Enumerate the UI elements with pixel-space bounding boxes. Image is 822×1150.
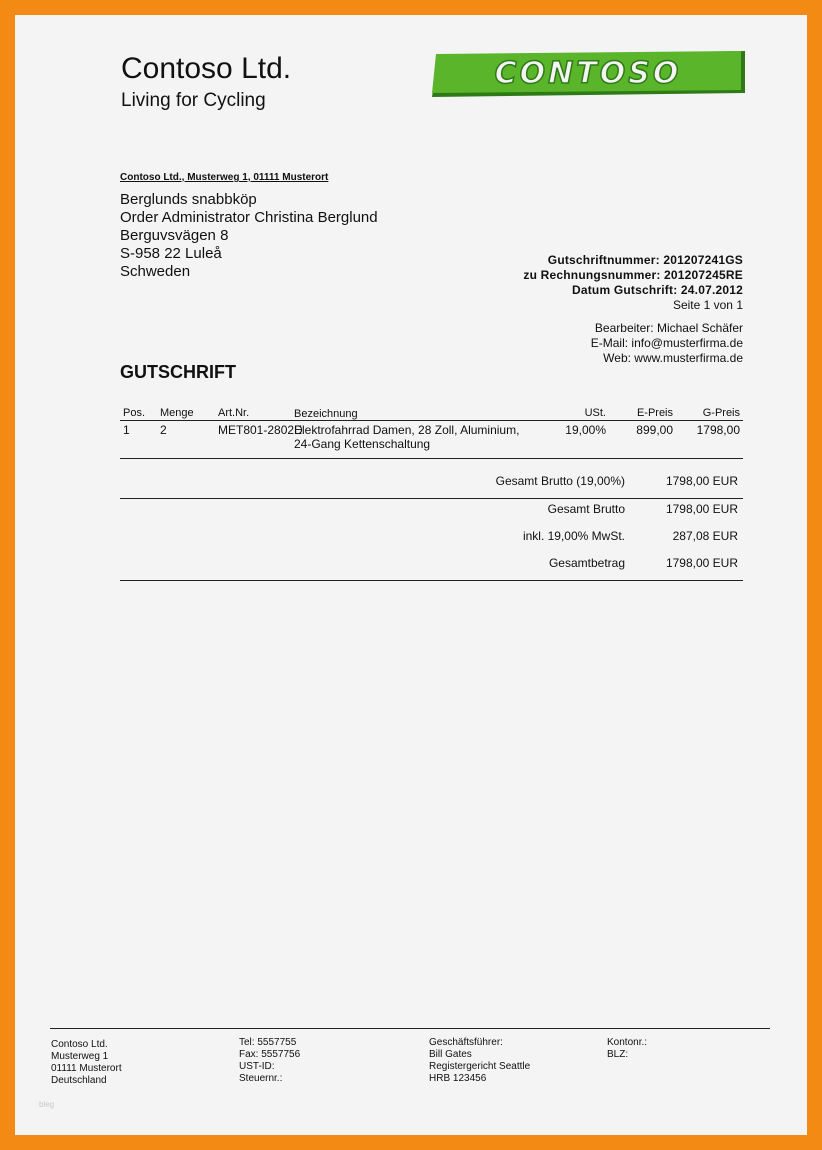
credit-note-number: Gutschriftnummer: 201207241GS bbox=[547, 253, 743, 267]
table-header bbox=[120, 405, 743, 421]
header-vat: USt. bbox=[584, 407, 606, 419]
footer-text: Deutschland bbox=[51, 1075, 107, 1086]
footer-text: Steuernr.: bbox=[239, 1073, 283, 1084]
document-meta bbox=[523, 253, 743, 313]
row-vat: 19,00% bbox=[565, 423, 606, 437]
header-total-price: G-Preis bbox=[702, 407, 740, 419]
totals-block bbox=[120, 471, 743, 581]
footer-text: Geschäftsführer: bbox=[429, 1037, 503, 1048]
row-qty: 2 bbox=[160, 423, 167, 437]
recipient-address bbox=[120, 191, 378, 281]
footer-divider bbox=[50, 1028, 770, 1029]
document-page bbox=[15, 15, 807, 1135]
total-label: Gesamtbetrag bbox=[548, 556, 625, 570]
footer-text: Musterweg 1 bbox=[51, 1051, 109, 1062]
footer-text: Bill Gates bbox=[429, 1049, 472, 1060]
recipient-name: Berglunds snabbköp bbox=[120, 191, 257, 208]
row-desc-line2: 24-Gang Kettenschaltung bbox=[294, 437, 431, 451]
header-desc: Bezeichnung bbox=[294, 408, 358, 420]
row-art: MET801-2802D bbox=[218, 423, 303, 437]
clerk-name: Bearbeiter: Michael Schäfer bbox=[594, 321, 743, 335]
total-row-gross bbox=[120, 499, 743, 526]
row-unit-price: 899,00 bbox=[636, 423, 673, 437]
total-label: Gesamt Brutto (19,00%) bbox=[495, 474, 625, 488]
footer-text: HRB 123456 bbox=[429, 1073, 487, 1084]
contact-web: Web: www.musterfirma.de bbox=[603, 351, 743, 365]
footer-text: 01111 Musterort bbox=[51, 1063, 122, 1074]
recipient-country: Schweden bbox=[120, 263, 191, 280]
total-label: Gesamt Brutto bbox=[547, 502, 625, 516]
row-total-price: 1798,00 bbox=[696, 423, 740, 437]
footer-bank bbox=[607, 1037, 647, 1061]
footer-text: Tel: 5557755 bbox=[239, 1037, 297, 1048]
watermark: bleg bbox=[39, 1100, 55, 1109]
total-row-gross-rate bbox=[120, 471, 743, 499]
header-unit-price: E-Preis bbox=[636, 407, 673, 419]
credit-note-date: Datum Gutschrift: 24.07.2012 bbox=[572, 283, 743, 297]
company-slogan: Living for Cycling bbox=[121, 90, 266, 111]
row-desc bbox=[294, 423, 519, 451]
footer-text: Kontonr.: bbox=[607, 1037, 648, 1048]
document-title: GUTSCHRIFT bbox=[120, 362, 236, 382]
footer-text: Fax: 5557756 bbox=[239, 1049, 301, 1060]
total-row-vat bbox=[120, 526, 743, 553]
footer-management bbox=[429, 1037, 530, 1085]
logo-text: CONTOSO bbox=[494, 56, 682, 91]
footer-text: Contoso Ltd. bbox=[51, 1039, 108, 1050]
contact-email: E-Mail: info@musterfirma.de bbox=[590, 336, 743, 350]
recipient-city: S-958 22 Luleå bbox=[120, 245, 222, 262]
company-name: Contoso Ltd. bbox=[121, 52, 292, 85]
page-number: Seite 1 von 1 bbox=[672, 298, 743, 312]
total-row-grand-total bbox=[120, 553, 743, 581]
recipient-contact: Order Administrator Christina Berglund bbox=[120, 209, 378, 226]
footer-text: Registergericht Seattle bbox=[429, 1061, 531, 1072]
contact-info bbox=[591, 321, 743, 366]
footer-text: UST-ID: bbox=[239, 1061, 275, 1072]
sender-address-line: Contoso Ltd., Musterweg 1, 01111 Musterort bbox=[120, 172, 329, 183]
invoice-number: zu Rechnungsnummer: 201207245RE bbox=[523, 268, 743, 282]
header-pos: Pos. bbox=[123, 407, 146, 419]
footer-phone bbox=[239, 1037, 300, 1085]
total-value: 1798,00 EUR bbox=[665, 556, 738, 570]
company-logo bbox=[432, 51, 745, 97]
footer-company bbox=[51, 1039, 122, 1087]
line-items-table bbox=[120, 405, 743, 459]
total-value: 1798,00 EUR bbox=[665, 502, 738, 516]
header-art: Art.Nr. bbox=[218, 407, 250, 419]
row-pos: 1 bbox=[123, 423, 130, 437]
header-qty: Menge bbox=[160, 407, 194, 419]
recipient-street: Berguvsvägen 8 bbox=[120, 227, 229, 244]
total-value: 1798,00 EUR bbox=[665, 474, 738, 488]
total-label: inkl. 19,00% MwSt. bbox=[522, 529, 625, 543]
row-desc-line1: Elektrofahrrad Damen, 28 Zoll, Aluminium, bbox=[294, 423, 520, 437]
table-row bbox=[120, 421, 743, 459]
footer-text: BLZ: bbox=[607, 1049, 629, 1060]
total-value: 287,08 EUR bbox=[672, 529, 738, 543]
